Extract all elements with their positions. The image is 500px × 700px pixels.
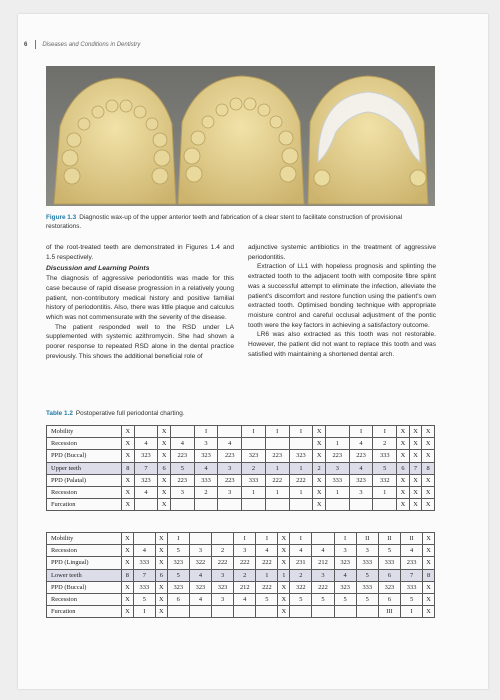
table-cell: X <box>422 438 435 450</box>
table-cell: X <box>278 557 290 569</box>
table-cell: I <box>265 426 289 438</box>
table-cell: X <box>409 438 422 450</box>
table-cell: 323 <box>212 581 234 593</box>
table-cell: X <box>409 486 422 498</box>
table-cell <box>325 426 349 438</box>
table-cell: X <box>409 426 422 438</box>
table-cell: 3 <box>312 569 334 581</box>
table-cell: 3 <box>234 545 256 557</box>
table-cell: I <box>242 426 266 438</box>
table-cell: X <box>409 474 422 486</box>
table-cell: X <box>423 593 435 605</box>
table-cell: 3 <box>170 486 194 498</box>
table-cell: X <box>422 499 435 511</box>
table-cell: 8 <box>423 569 435 581</box>
table-cell: 1 <box>265 462 289 474</box>
table-cell: X <box>158 438 171 450</box>
table-cell <box>325 499 349 511</box>
row-label: Mobility <box>47 533 122 545</box>
paragraph: adjunctive systemic antibiotics in the treatment of aggressive periodontitis. <box>248 244 436 261</box>
table-row <box>47 581 435 593</box>
table-cell <box>312 533 334 545</box>
table-cell <box>334 606 356 618</box>
table-cell: 3 <box>334 545 356 557</box>
table-cell: 4 <box>189 593 211 605</box>
table-cell: X <box>313 486 326 498</box>
table-cell: 6 <box>155 569 167 581</box>
table-cell: 3 <box>194 438 218 450</box>
table-cell: 4 <box>189 569 211 581</box>
table-cell: 5 <box>356 593 378 605</box>
table-cell: 222 <box>256 557 278 569</box>
table-cell <box>170 499 194 511</box>
table-cell <box>167 606 189 618</box>
row-label: PPD (Buccal) <box>47 581 122 593</box>
table-cell: 1 <box>289 486 313 498</box>
table-cell: 2 <box>212 545 234 557</box>
table-cell: X <box>397 499 410 511</box>
table-cell: 333 <box>133 557 155 569</box>
table-cell: X <box>122 545 134 557</box>
table-cell <box>349 499 373 511</box>
table-cell: 333 <box>133 581 155 593</box>
body-column-left <box>46 243 234 361</box>
table-cell: 323 <box>189 581 211 593</box>
table-cell: 222 <box>289 474 313 486</box>
table-cell: 323 <box>349 474 373 486</box>
table-cell: X <box>278 545 290 557</box>
table-cell: X <box>122 593 134 605</box>
table-cell: 3 <box>212 569 234 581</box>
table-cell: 3 <box>218 486 242 498</box>
table-cell: 223 <box>265 450 289 462</box>
table-cell: X <box>278 606 290 618</box>
table-cell: I <box>373 426 397 438</box>
table-cell: 223 <box>349 450 373 462</box>
table-cell: 1 <box>325 438 349 450</box>
table-cell: X <box>155 581 167 593</box>
table-cell: I <box>289 426 313 438</box>
table-cell: 5 <box>133 593 155 605</box>
table-cell: 1 <box>265 486 289 498</box>
table-cell: X <box>278 533 290 545</box>
header-divider <box>35 40 36 49</box>
table-cell <box>189 533 211 545</box>
table-cell <box>212 606 234 618</box>
table-cell: X <box>422 450 435 462</box>
table-cell: I <box>234 533 256 545</box>
table-cell: X <box>423 533 435 545</box>
table-cell: 4 <box>134 438 158 450</box>
table-cell: 233 <box>401 557 423 569</box>
table-cell: 323 <box>334 581 356 593</box>
table-cell: 4 <box>133 545 155 557</box>
table-cell: X <box>122 533 134 545</box>
table-cell: 2 <box>194 486 218 498</box>
table-cell <box>134 499 158 511</box>
table-cell: II <box>401 533 423 545</box>
table-cell: 223 <box>325 450 349 462</box>
table-cell: 4 <box>134 486 158 498</box>
table-cell: 1 <box>256 569 278 581</box>
table-cell: X <box>409 499 422 511</box>
table-cell: I <box>334 533 356 545</box>
table-cell: 8 <box>122 462 135 474</box>
row-label: Recession <box>47 438 122 450</box>
table-cell: 212 <box>234 581 256 593</box>
paragraph: The diagnosis of aggressive periodontitis was made for this case because of rapid disease progression in a relatively young patient, non-contributory medical history and positive familial history of periodontitis. Also, there was little plaque and calculus which was not commensurate with the severity of the disease. <box>46 275 234 321</box>
table-cell: X <box>122 438 135 450</box>
table-row <box>47 569 435 581</box>
table-cell <box>212 533 234 545</box>
table-cell: 333 <box>325 474 349 486</box>
table-cell: 222 <box>256 581 278 593</box>
table-cell: 4 <box>218 438 242 450</box>
table-cell <box>218 426 242 438</box>
table-cell: 4 <box>290 545 312 557</box>
table-cell: 7 <box>401 569 423 581</box>
table-cell: X <box>423 606 435 618</box>
table-cell: 222 <box>212 557 234 569</box>
table-cell: 3 <box>349 486 373 498</box>
paragraph: Extraction of LL1 with hopeless prognosis and splinting the extracted tooth to the adjacent tooth with composite fibre splint was a successful attempt to eliminate the infection, alleviate the patient's discomfort and restore function using the patient's own extracted tooth. Optimised bonding technique with appropriate moisture control and careful occlusal adjustment of the pontic tooth were the key factors in achieving a satisfactory outcome. <box>248 263 436 329</box>
figure-caption-text: Diagnostic wax-up of the upper anterior teeth and fabrication of a clear stent to facilitate construction of provisional restorations. <box>46 214 403 230</box>
table-cell <box>134 426 158 438</box>
row-label: Recession <box>47 593 122 605</box>
table-caption <box>46 410 185 417</box>
table-cell: 6 <box>378 569 400 581</box>
table-cell <box>189 606 211 618</box>
table-cell: 4 <box>170 438 194 450</box>
table-cell <box>289 438 313 450</box>
table-cell: X <box>122 450 135 462</box>
table-cell: 5 <box>170 462 194 474</box>
table-cell: X <box>313 499 326 511</box>
table-cell <box>194 499 218 511</box>
table-cell: X <box>313 450 326 462</box>
table-cell: 333 <box>401 581 423 593</box>
table-cell <box>256 606 278 618</box>
table-cell <box>289 499 313 511</box>
table-cell: 6 <box>167 593 189 605</box>
table-cell: X <box>422 486 435 498</box>
page-number: 6 <box>24 42 28 49</box>
table-cell: X <box>122 606 134 618</box>
table-cell: 333 <box>242 474 266 486</box>
section-heading: Discussion and Learning Points <box>46 265 150 273</box>
table-cell <box>218 499 242 511</box>
table-cell: X <box>158 486 171 498</box>
table-cell: 223 <box>170 450 194 462</box>
table-cell: 1 <box>289 462 313 474</box>
table-cell: X <box>422 474 435 486</box>
table-cell: 5 <box>167 569 189 581</box>
table-cell: 322 <box>290 581 312 593</box>
table-cell: 3 <box>325 462 349 474</box>
table-cell: 5 <box>378 545 400 557</box>
table-cell: 2 <box>242 462 266 474</box>
table-cell: I <box>133 606 155 618</box>
table-cell: 8 <box>422 462 435 474</box>
table-cell: 222 <box>265 474 289 486</box>
body-column-right <box>248 243 436 359</box>
table-cell: 2 <box>373 438 397 450</box>
table-cell: 333 <box>356 581 378 593</box>
row-label: Upper teeth <box>47 462 122 474</box>
table-cell: 323 <box>167 557 189 569</box>
table-cell: X <box>397 438 410 450</box>
table-cell: X <box>313 426 326 438</box>
table-cell: 6 <box>378 593 400 605</box>
table-cell: 7 <box>409 462 422 474</box>
figure-label: Figure 1.3 <box>46 214 77 221</box>
table-cell <box>234 606 256 618</box>
table-cell: 3 <box>212 593 234 605</box>
table-cell: X <box>155 593 167 605</box>
table-cell: 3 <box>218 462 242 474</box>
table-row <box>47 450 435 462</box>
table-cell: X <box>122 474 135 486</box>
table-cell: X <box>397 450 410 462</box>
table-cell: X <box>397 426 410 438</box>
table-cell: X <box>423 557 435 569</box>
table-row <box>47 426 435 438</box>
row-label: Lower teeth <box>47 569 122 581</box>
table-cell: X <box>155 606 167 618</box>
paragraph: LR6 was also extracted as this tooth was not restorable. However, the patient did not want to replace this tooth and was satisfied with maintaining a shortened dental arch. <box>248 331 436 358</box>
table-row <box>47 545 435 557</box>
paragraph: of the root-treated teeth are demonstrated in Figures 1.4 and 1.5 respectively. <box>46 244 234 261</box>
table-cell: X <box>155 557 167 569</box>
table-row <box>47 486 435 498</box>
table-cell: 4 <box>234 593 256 605</box>
table-cell: X <box>158 499 171 511</box>
dental-casts-illustration <box>46 66 435 206</box>
row-label: Recession <box>47 486 122 498</box>
table-cell <box>265 499 289 511</box>
table-cell: 1 <box>242 486 266 498</box>
table-cell: 6 <box>397 462 410 474</box>
table-cell: 2 <box>313 462 326 474</box>
row-label: Furcation <box>47 606 122 618</box>
table-cell: 5 <box>167 545 189 557</box>
figure-photo-dental-casts <box>46 66 435 206</box>
table-cell <box>242 438 266 450</box>
table-cell: 5 <box>334 593 356 605</box>
row-label: Furcation <box>47 499 122 511</box>
table-title: Postoperative full periodontal charting. <box>75 410 185 417</box>
table-cell: X <box>397 486 410 498</box>
table-cell: I <box>349 426 373 438</box>
table-cell <box>312 606 334 618</box>
table-cell: I <box>290 533 312 545</box>
table-cell: 332 <box>373 474 397 486</box>
table-cell: I <box>167 533 189 545</box>
upper-periodontal-chart <box>46 425 435 511</box>
table-cell: X <box>158 474 171 486</box>
table-cell: 323 <box>134 450 158 462</box>
table-cell: 222 <box>312 581 334 593</box>
table-cell: 333 <box>373 450 397 462</box>
lower-periodontal-chart <box>46 532 435 618</box>
table-cell: II <box>378 533 400 545</box>
table-row <box>47 438 435 450</box>
running-title: Diseases and Conditions in Dentistry <box>42 42 141 49</box>
table-cell: 231 <box>290 557 312 569</box>
table-row <box>47 499 435 511</box>
table-cell: 323 <box>194 450 218 462</box>
table-cell <box>133 533 155 545</box>
table-cell: 1 <box>373 486 397 498</box>
table-row <box>47 462 435 474</box>
table-cell: 333 <box>378 557 400 569</box>
row-label: PPD (Palatal) <box>47 474 122 486</box>
table-cell: 7 <box>133 569 155 581</box>
table-cell: 4 <box>194 462 218 474</box>
table-cell <box>373 499 397 511</box>
table-cell: X <box>313 438 326 450</box>
table-cell: 323 <box>334 557 356 569</box>
table-cell: 3 <box>356 545 378 557</box>
table-cell: 333 <box>356 557 378 569</box>
table-cell: 1 <box>325 486 349 498</box>
table-cell: 212 <box>312 557 334 569</box>
table-cell: II <box>356 533 378 545</box>
row-label: Mobility <box>47 426 122 438</box>
table-cell: 323 <box>242 450 266 462</box>
table-cell: X <box>122 426 135 438</box>
row-label: PPD (Lingual) <box>47 557 122 569</box>
table-cell: X <box>122 557 134 569</box>
table-cell: 5 <box>290 593 312 605</box>
table-cell: 222 <box>234 557 256 569</box>
table-cell: 4 <box>349 462 373 474</box>
table-cell: I <box>194 426 218 438</box>
table-cell: 1 <box>278 569 290 581</box>
row-label: PPD (Buccal) <box>47 450 122 462</box>
table-cell: X <box>278 581 290 593</box>
table-row <box>47 593 435 605</box>
row-label: Recession <box>47 545 122 557</box>
table-cell: X <box>409 450 422 462</box>
table-cell: 3 <box>189 545 211 557</box>
table-cell <box>242 499 266 511</box>
table-cell: 223 <box>218 450 242 462</box>
table-cell: 223 <box>170 474 194 486</box>
table-row <box>47 474 435 486</box>
table-cell: 4 <box>334 569 356 581</box>
table-cell: 323 <box>167 581 189 593</box>
table-cell: 5 <box>356 569 378 581</box>
table-cell: X <box>313 474 326 486</box>
table-cell: 4 <box>401 545 423 557</box>
table-cell: 323 <box>289 450 313 462</box>
table-cell: 8 <box>122 569 134 581</box>
table-label: Table 1.2 <box>46 410 73 417</box>
table-cell: 7 <box>134 462 158 474</box>
table-row <box>47 557 435 569</box>
table-cell: X <box>122 486 135 498</box>
table-cell: X <box>155 545 167 557</box>
table-cell: 6 <box>158 462 171 474</box>
table-cell <box>170 426 194 438</box>
table-cell: X <box>397 474 410 486</box>
table-cell: X <box>423 545 435 557</box>
table-cell: 2 <box>234 569 256 581</box>
table-cell: X <box>122 499 135 511</box>
table-cell: 2 <box>290 569 312 581</box>
figure-caption <box>46 213 435 231</box>
table-cell: 223 <box>218 474 242 486</box>
table-cell: 333 <box>194 474 218 486</box>
table-cell: III <box>378 606 400 618</box>
table-cell: 4 <box>256 545 278 557</box>
table-cell: X <box>278 593 290 605</box>
table-cell: X <box>122 581 134 593</box>
running-header <box>24 40 140 49</box>
table-cell: X <box>155 533 167 545</box>
table-cell: X <box>423 581 435 593</box>
table-cell: 5 <box>312 593 334 605</box>
table-cell: X <box>158 450 171 462</box>
table-cell: 323 <box>378 581 400 593</box>
table-row <box>47 606 435 618</box>
table-row <box>47 533 435 545</box>
table-cell <box>265 438 289 450</box>
table-cell: 5 <box>256 593 278 605</box>
table-cell: 4 <box>349 438 373 450</box>
table-cell: X <box>422 426 435 438</box>
table-cell: 4 <box>312 545 334 557</box>
table-cell: 323 <box>134 474 158 486</box>
paragraph: The patient responded well to the RSD under LA supplemented with systemic azithromycin. She had shown a poorer response to repeated RSD alone in the dental practice previously. This shows the additional beneficial role of <box>46 323 234 360</box>
table-cell <box>290 606 312 618</box>
table-cell: 5 <box>373 462 397 474</box>
table-cell: I <box>401 606 423 618</box>
table-cell: 322 <box>189 557 211 569</box>
table-cell <box>356 606 378 618</box>
table-cell: 5 <box>401 593 423 605</box>
table-cell: X <box>158 426 171 438</box>
table-cell: I <box>256 533 278 545</box>
